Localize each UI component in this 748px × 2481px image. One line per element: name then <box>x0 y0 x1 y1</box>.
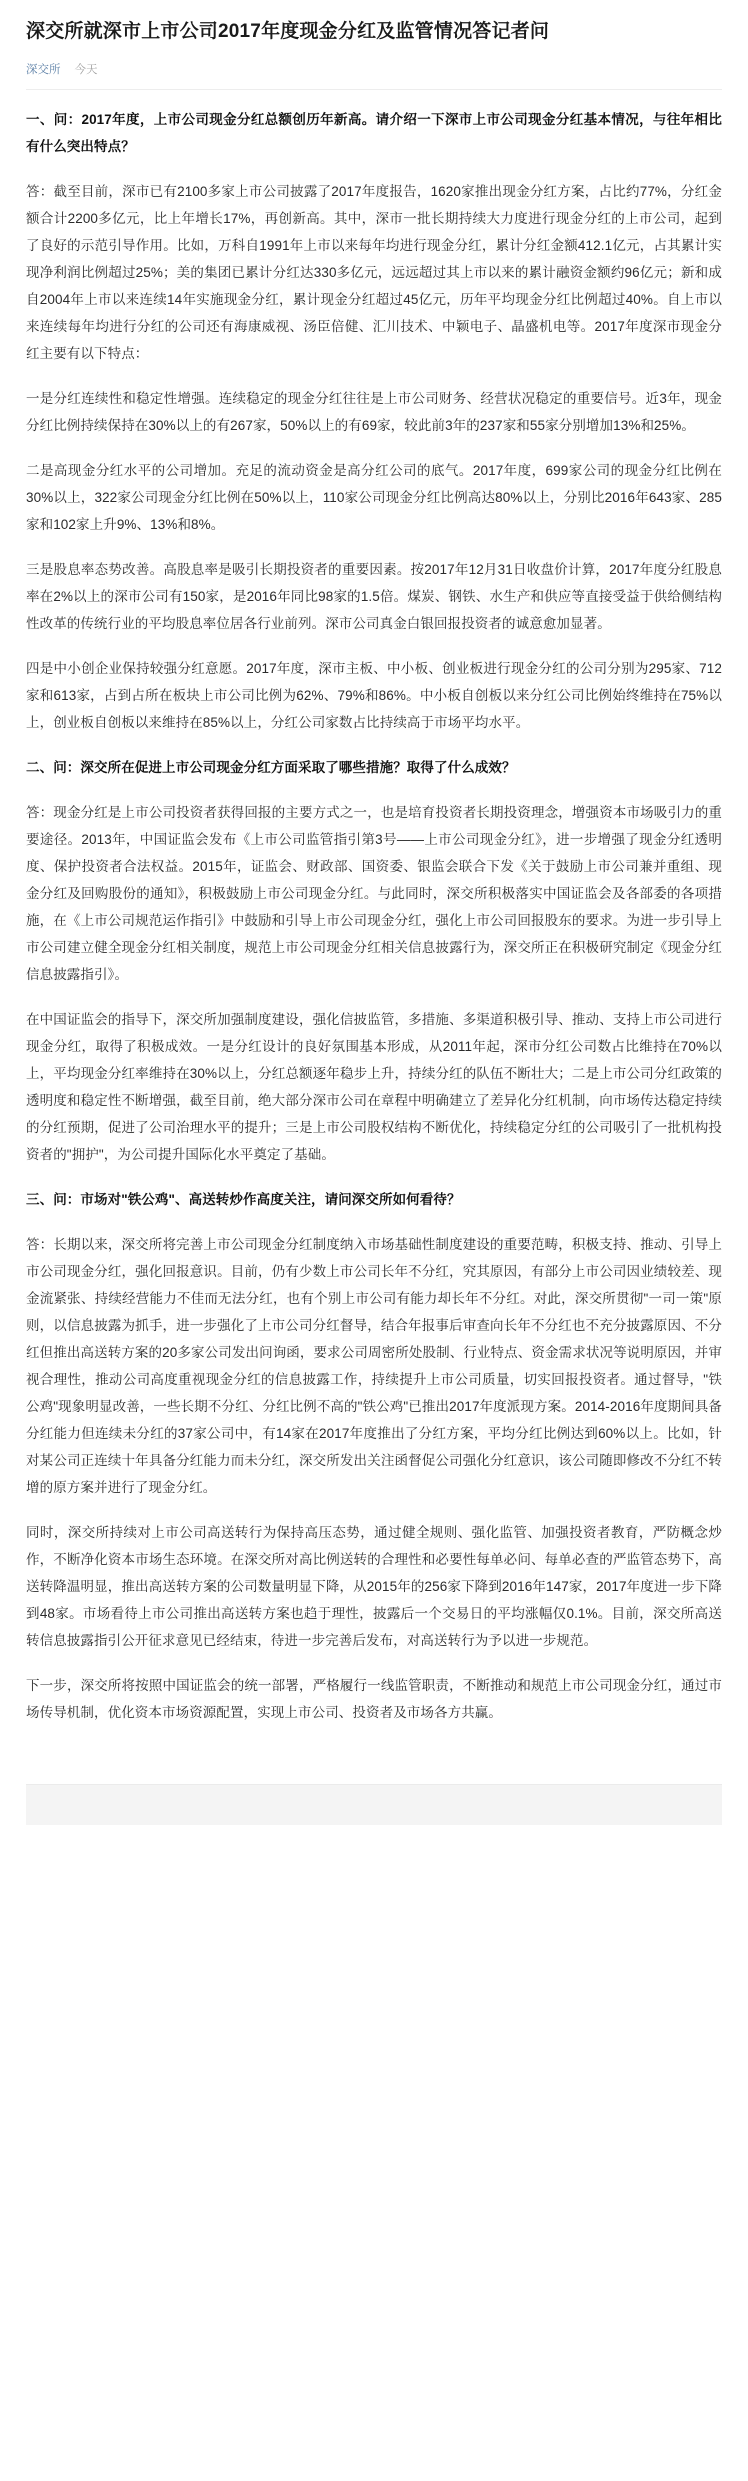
article-paragraph: 在中国证监会的指导下，深交所加强制度建设，强化信披监管，多措施、多渠道积极引导、推动、支持上市公司进行现金分红，取得了积极成效。一是分红设计的良好氛围基本形成，从2011年起，深市分红公司数占比维持在70%以上，平均现金分红率维持在30%以上，分红总额逐年稳步上升，持续分红的队伍不断壮大；二是上市公司分红政策的透明度和稳定性不断增强，截至目前，绝大部分深市公司在章程中明确建立了差异化分红机制，向市场传达稳定持续的分红预期，促进了公司治理水平的提升；三是上市公司股权结构不断优化，持续稳定分红的公司吸引了一批机构投资者的"拥护"，为公司提升国际化水平奠定了基础。 <box>26 1011 722 1162</box>
article-footer-block <box>26 1784 722 1825</box>
article-paragraph: 二是高现金分红水平的公司增加。充足的流动资金是高分红公司的底气。2017年度，699家公司的现金分红比例在30%以上，322家公司现金分红比例在50%以上，110家公司现金分红比例高达80%以上，分别比2016年643家、285家和102家上升9%、13%和8%。 <box>26 462 722 532</box>
article-meta <box>26 61 722 90</box>
article-paragraph: 答：截至目前，深市已有2100多家上市公司披露了2017年度报告，1620家推出现金分红方案，占比约77%，分红金额合计2200多亿元，比上年增长17%，再创新高。其中，深市一批长期持续大力度进行现金分红的上市公司，起到了良好的示范引导作用。比如，万科自1991年上市以来每年均进行现金分红，累计分红金额412.1亿元，占其累计实现净利润比例超过25%；美的集团已累计分红达330多亿元，远远超过其上市以来的累计融资金额约96亿元；新和成自2004年上市以来连续14年实施现金分红，累计现金分红超过45亿元，历年平均现金分红比例超过40%。自上市以来连续每年均进行分红的公司还有海康威视、汤臣倍健、汇川技术、中颖电子、晶盛机电等。2017年度深市现金分红主要有以下特点： <box>26 183 722 361</box>
article-header <box>0 0 748 90</box>
page-title: 深交所就深市上市公司2017年度现金分红及监管情况答记者问 <box>26 21 550 42</box>
article-paragraph: 答：长期以来，深交所将完善上市公司现金分红制度纳入市场基础性制度建设的重要范畴，积极支持、推动、引导上市公司现金分红，强化回报意识。目前，仍有少数上市公司长年不分红，究其原因，有部分上市公司因业绩较差、现金流紧张、持续经营能力不佳而无法分红，也有个别上市公司有能力却长年不分红。对此，深交所贯彻"一司一策"原则，以信息披露为抓手，进一步强化了上市公司分红督导，结合年报事后审查向长年不分红也不充分披露原因、不分红但推出高送转方案的20多家公司发出问询函，要求公司周密所处股制、行业特点、资金需求状况等说明原因，并审视合理性，推动公司高度重视现金分红的信息披露工作，持续提升上市公司质量，切实回报投资者。通过督导，"铁公鸡"现象明显改善，一些长期不分红、分红比例不高的"铁公鸡"已推出2017年度派现方案。2014-2016年度期间具备分红能力但连续未分红的37家公司中，有14家在2017年度推出了分红方案，平均分红比例达到60%以上。比如，针对某公司正连续十年具备分红能力而未分红，深交所发出关注函督促公司强化分红意识，该公司随即修改不分红不转增的原方案并进行了现金分红。 <box>26 1236 722 1495</box>
article-timestamp: 今天 <box>74 63 98 76</box>
article-question: 二、问：深交所在促进上市公司现金分红方面采取了哪些措施？取得了什么成效？ <box>26 759 516 775</box>
article-paragraph: 答：现金分红是上市公司投资者获得回报的主要方式之一，也是培育投资者长期投资理念，增强资本市场吸引力的重要途径。2013年，中国证监会发布《上市公司监管指引第3号——上市公司现金分红》，进一步增强了现金分红透明度、保护投资者合法权益。2015年，证监会、财政部、国资委、银监会联合下发《关于鼓励上市公司兼并重组、现金分红及回购股份的通知》，积极鼓励上市公司现金分红。与此同时，深交所积极落实中国证监会及各部委的各项措施，在《上市公司规范运作指引》中鼓励和引导上市公司现金分红，强化上市公司回报股东的要求。为进一步引导上市公司建立健全现金分红相关制度，规范上市公司现金分红相关信息披露行为，深交所正在积极研究制定《现金分红信息披露指引》。 <box>26 804 722 982</box>
article-paragraph: 四是中小创企业保持较强分红意愿。2017年度，深市主板、中小板、创业板进行现金分红的公司分别为295家、712家和613家，占到占所在板块上市公司比例为62%、79%和86%。中小板自创板以来分红公司比例始终维持在75%以上，创业板自创板以来维持在85%以上，分红公司家数占比持续高于市场平均水平。 <box>26 660 722 730</box>
article-paragraph: 同时，深交所持续对上市公司高送转行为保持高压态势，通过健全规则、强化监管、加强投资者教育，严防概念炒作，不断净化资本市场生态环境。在深交所对高比例送转的合理性和必要性每单必问、每单必查的严监管态势下，高送转降温明显，推出高送转方案的公司数量明显下降，从2015年的256家下降到2016年147家，2017年度进一步下降到48家。市场看待上市公司推出高送转方案也趋于理性，披露后一个交易日的平均涨幅仅0.1%。目前，深交所高送转信息披露指引公开征求意见已经结束，待进一步完善后发布，对高送转行为予以进一步规范。 <box>26 1524 722 1648</box>
article-source[interactable]: 深交所 <box>26 63 61 76</box>
article-body <box>0 90 748 1774</box>
article-question: 三、问：市场对"铁公鸡"、高送转炒作高度关注，请问深交所如何看待？ <box>26 1191 461 1207</box>
bottom-spacer <box>0 1825 748 1833</box>
article-paragraph: 下一步，深交所将按照中国证监会的统一部署，严格履行一线监管职责，不断推动和规范上市公司现金分红，通过市场传导机制，优化资本市场资源配置，实现上市公司、投资者及市场各方共赢。 <box>26 1677 722 1720</box>
article-paragraph: 三是股息率态势改善。高股息率是吸引长期投资者的重要因素。按2017年12月31日收盘价计算，2017年度分红股息率在2%以上的深市公司有150家，是2016年同比98家的1.5倍。煤炭、钢铁、水生产和供应等直接受益于供给侧结构性改革的传统行业的平均股息率位居各行业前列。深市公司真金白银回报投资者的诚意愈加显著。 <box>26 561 722 631</box>
article-paragraph: 一是分红连续性和稳定性增强。连续稳定的现金分红往往是上市公司财务、经营状况稳定的重要信号。近3年，现金分红比例持续保持在30%以上的有267家，50%以上的有69家，较此前3年的237家和55家分别增加13%和25%。 <box>26 390 722 433</box>
article-question: 一、问：2017年度，上市公司现金分红总额创历年新高。请介绍一下深市上市公司现金分红基本情况，与往年相比有什么突出特点？ <box>26 111 722 154</box>
